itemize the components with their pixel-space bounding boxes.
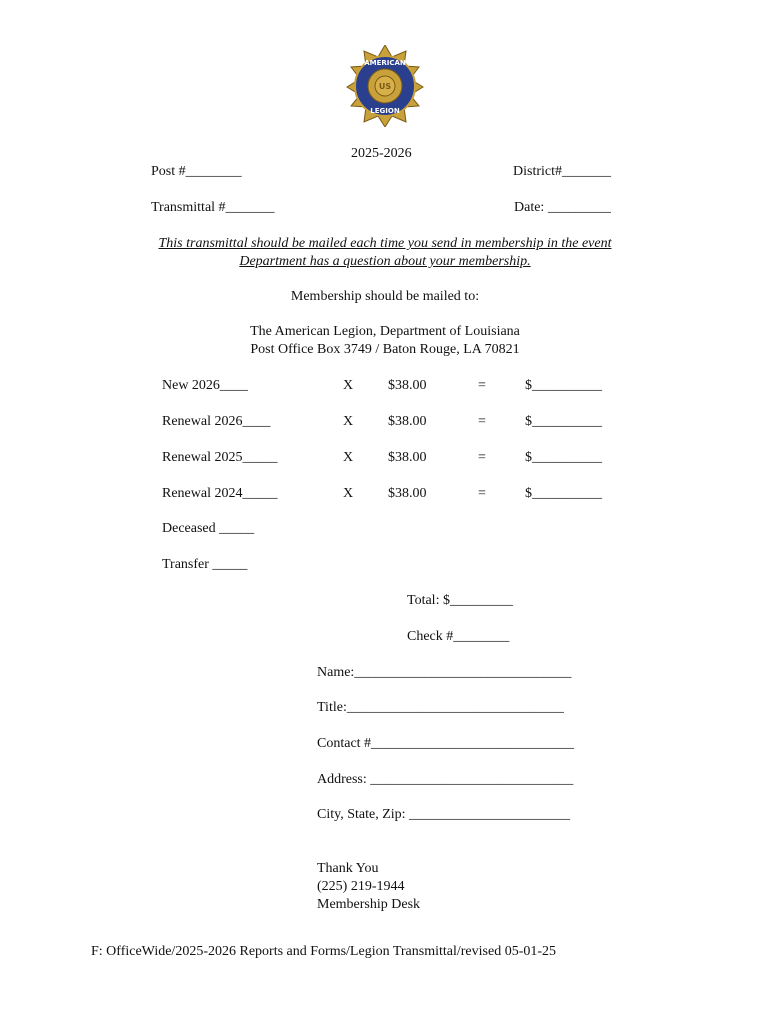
times-sign: X <box>343 414 354 429</box>
dues-amount-field[interactable]: $__________ <box>525 378 602 393</box>
address-field[interactable]: Address: _____________________________ <box>317 772 574 787</box>
dues-price: $38.00 <box>388 414 427 429</box>
form-year: 2025-2026 <box>351 146 412 161</box>
dues-amount-field[interactable]: $__________ <box>525 414 602 429</box>
times-sign: X <box>343 486 354 501</box>
thank-you-text: Thank You <box>317 861 379 876</box>
transfer-field[interactable]: Transfer _____ <box>162 557 248 572</box>
dues-price: $38.00 <box>388 486 427 501</box>
times-sign: X <box>343 450 354 465</box>
equals-sign: = <box>478 378 486 393</box>
equals-sign: = <box>478 486 486 501</box>
city-state-zip-field[interactable]: City, State, Zip: _______________________ <box>317 807 571 822</box>
dues-row-label[interactable]: Renewal 2026____ <box>162 414 271 429</box>
dues-amount-field[interactable]: $__________ <box>525 486 602 501</box>
mailing-address: Post Office Box 3749 / Baton Rouge, LA 70821 <box>250 342 520 357</box>
total-field[interactable]: Total: $_________ <box>407 593 513 608</box>
notice-line-1: This transmittal should be mailed each time you send in membership in the event <box>158 236 612 251</box>
transmittal-number-field[interactable]: Transmittal #_______ <box>151 200 275 215</box>
contact-number-field[interactable]: Contact #_____________________________ <box>317 736 575 751</box>
dues-row-label[interactable]: Renewal 2024_____ <box>162 486 278 501</box>
notice-line-2: Department has a question about your membership. <box>239 254 531 269</box>
times-sign: X <box>343 378 354 393</box>
date-field[interactable]: Date: _________ <box>514 200 611 215</box>
seal-center-text: US <box>378 82 392 91</box>
mailing-organization: The American Legion, Department of Louisiana <box>250 324 520 339</box>
seal-bottom-text: LEGION <box>370 107 400 115</box>
footer-file-path: F: OfficeWide/2025-2026 Reports and Forms/Legion Transmittal/revised 05-01-25 <box>91 944 557 959</box>
dues-amount-field[interactable]: $__________ <box>525 450 602 465</box>
equals-sign: = <box>478 450 486 465</box>
seal-top-text: AMERICAN <box>364 59 406 67</box>
mailing-instruction: Membership should be mailed to: <box>290 289 480 304</box>
equals-sign: = <box>478 414 486 429</box>
deceased-field[interactable]: Deceased _____ <box>162 521 255 536</box>
name-field[interactable]: Name:_______________________________ <box>317 665 572 680</box>
dues-price: $38.00 <box>388 378 427 393</box>
dues-price: $38.00 <box>388 450 427 465</box>
check-number-field[interactable]: Check #________ <box>407 629 510 644</box>
dues-row-label[interactable]: Renewal 2025_____ <box>162 450 278 465</box>
american-legion-emblem <box>345 45 425 127</box>
title-field[interactable]: Title:_______________________________ <box>317 700 564 715</box>
district-number-field[interactable]: District#_______ <box>513 164 611 179</box>
phone-number: (225) 219-1944 <box>317 879 405 894</box>
post-number-field[interactable]: Post #________ <box>151 164 242 179</box>
dues-row-label[interactable]: New 2026____ <box>162 378 248 393</box>
membership-desk-text: Membership Desk <box>317 897 421 912</box>
